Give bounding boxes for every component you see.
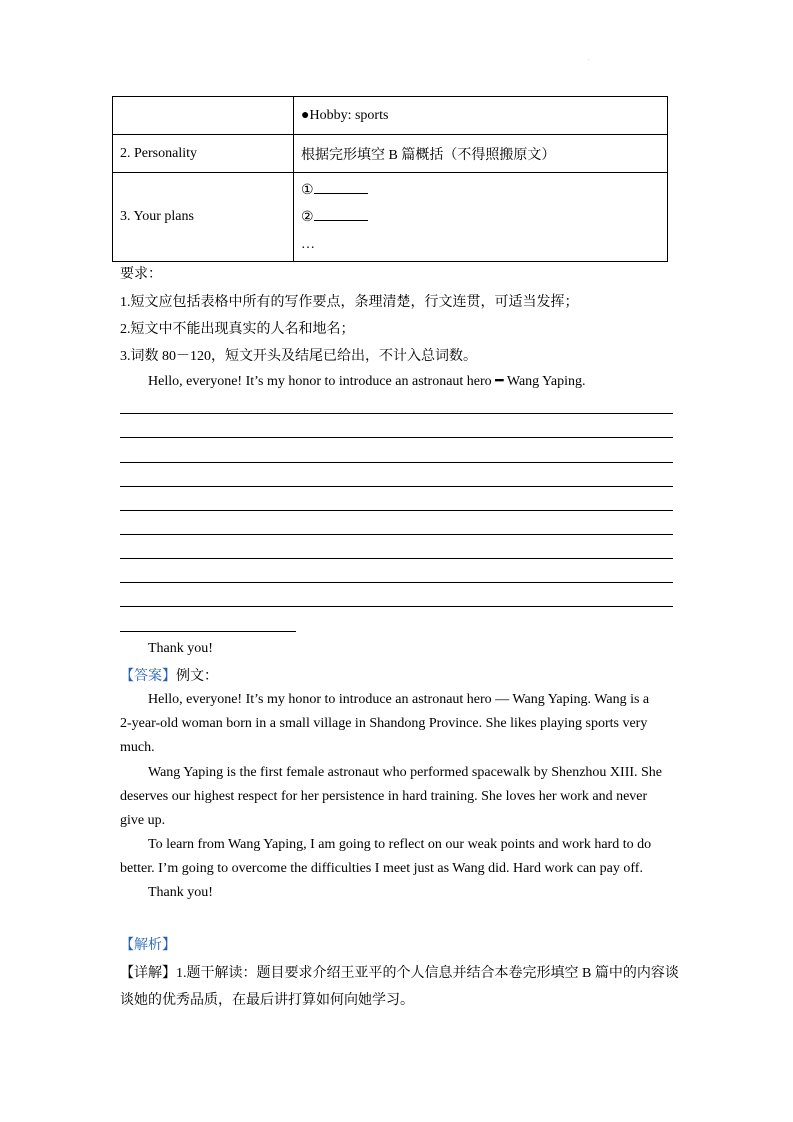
table-row (113, 173, 668, 262)
table-row (113, 135, 668, 173)
writing-line (120, 534, 673, 535)
analysis-label: 【解析】 (120, 938, 176, 953)
answer-line: To learn from Wang Yaping, I am going to reflect on our weak points and work hard to do (148, 837, 652, 852)
writing-line (120, 558, 673, 559)
answer-label: 【答案】 (120, 669, 176, 684)
plans-cell (294, 173, 668, 262)
fill-blank (314, 179, 368, 194)
writing-line (120, 606, 673, 607)
writing-line (120, 413, 673, 414)
writing-line (120, 631, 296, 632)
essay-opening: Hello, everyone! It’s my honor to introduce an astronaut hero ━ Wang Yaping. (148, 374, 586, 389)
writing-line (120, 486, 673, 487)
answer-line: deserves our highest respect for her persistence in hard training. She loves her work and never (120, 789, 648, 804)
answer-label-suffix: 例文： (176, 669, 218, 684)
answer-line: much. (120, 740, 155, 755)
writing-line (120, 462, 673, 463)
fill-blank (314, 206, 368, 221)
plan-more: … (301, 236, 315, 252)
plan-item (301, 177, 660, 204)
requirement-item: 3.词数 80－120，短文开头及结尾已给出，不计入总词数。 (120, 349, 477, 364)
requirement-item: 2.短文中不能出现真实的人名和地名； (120, 322, 355, 337)
requirements-heading: 要求： (120, 267, 162, 282)
answer-line: better. I’m going to overcome the difficulties I meet just as Wang did. Hard work can pay off. (120, 861, 643, 876)
answer-line: Hello, everyone! It’s my honor to introduce an astronaut hero — Wang Yaping. Wang is a (148, 692, 650, 707)
table-cell: 根据完形填空 B 篇概括（不得照搬原文） (294, 135, 668, 173)
table-cell: ●Hobby: sports (294, 97, 668, 135)
detail-label: 【详解】 (120, 966, 176, 981)
analysis-detail-line (120, 962, 679, 982)
page-mark: . (588, 56, 590, 62)
answer-line: 2-year-old woman born in a small village in Shandong Province. She likes playing sports very (120, 716, 648, 731)
requirement-item: 1.短文应包括表格中所有的写作要点，条理清楚，行文连贯，可适当发挥； (120, 295, 579, 310)
detail-text: 1.题干解读：题目要求介绍王亚平的个人信息并结合本卷完形填空 B 篇中的内容谈 (176, 966, 679, 981)
plan-number: ② (301, 209, 314, 225)
table-cell: 3. Your plans (113, 173, 294, 262)
plan-number: ① (301, 182, 314, 198)
table-cell (113, 97, 294, 135)
writing-line (120, 437, 673, 438)
essay-closing: Thank you! (148, 641, 213, 656)
table-cell: 2. Personality (113, 135, 294, 173)
analysis-detail-line: 谈她的优秀品质，在最后讲打算如何向她学习。 (120, 993, 414, 1008)
plan-item (301, 204, 660, 231)
info-table (112, 96, 668, 262)
answer-line: give up. (120, 813, 166, 828)
writing-line (120, 582, 673, 583)
table-row (113, 97, 668, 135)
writing-line (120, 510, 673, 511)
answer-line: Thank you! (148, 885, 213, 900)
answer-heading (120, 665, 218, 685)
answer-line: Wang Yaping is the first female astronaut who performed spacewalk by Shenzhou XIII. She (148, 765, 663, 780)
